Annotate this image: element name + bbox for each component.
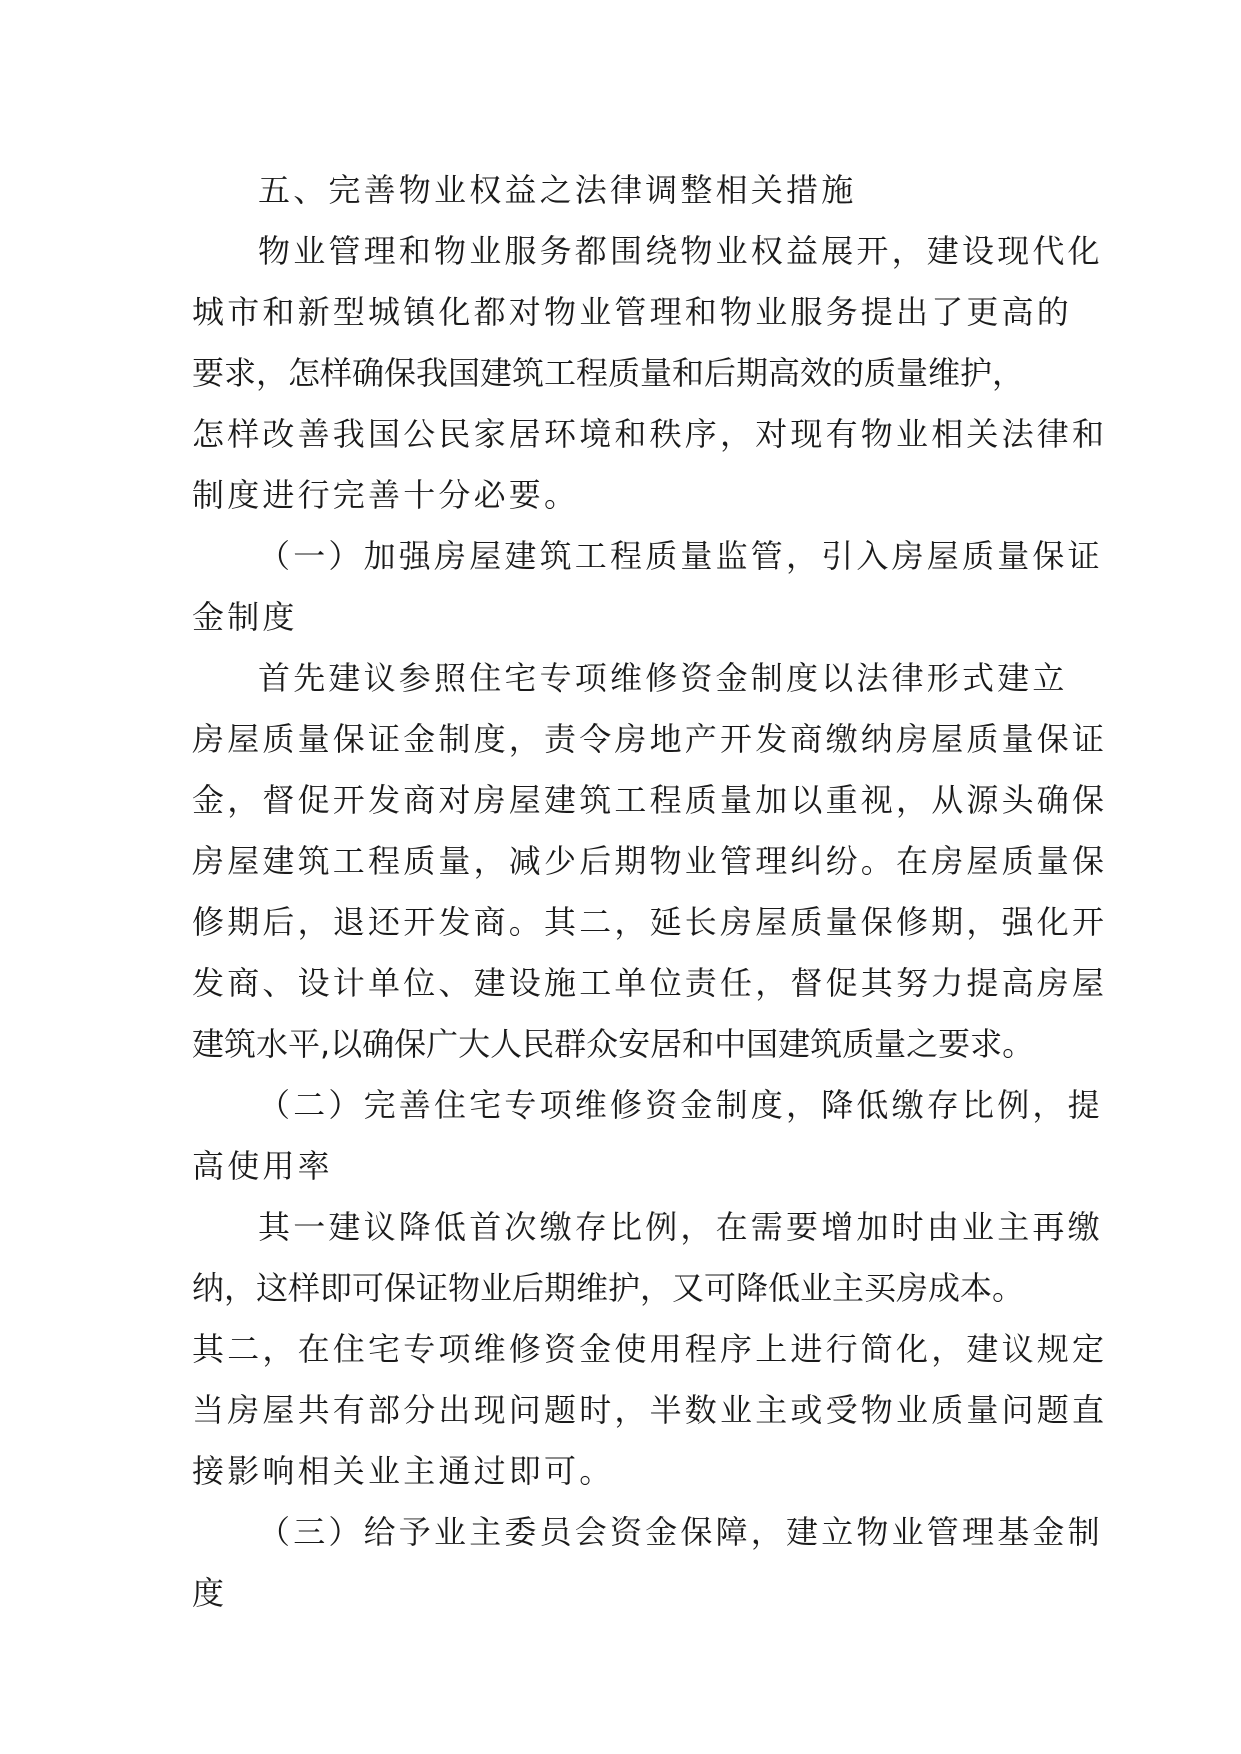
document-body xyxy=(192,160,1108,1624)
subsection-heading: （三）给予业主委员会资金保障，建立物业管理基金制 xyxy=(258,1513,1103,1551)
paragraph-line: 制度进行完善十分必要。 xyxy=(192,476,580,514)
paragraph-line: 发商、设计单位、建设施工单位责任，督促其努力提高房屋 xyxy=(192,964,1108,1002)
paragraph-line: 怎样改善我国公民家居环境和秩序，对现有物业相关法律和 xyxy=(192,415,1108,453)
paragraph-line: 接影响相关业主通过即可。 xyxy=(192,1452,615,1490)
paragraph-line: 修期后，退还开发商。其二，延长房屋质量保修期，强化开 xyxy=(192,903,1108,941)
subsection-heading: （一）加强房屋建筑工程质量监管，引入房屋质量保证 xyxy=(258,537,1103,575)
subsection-heading: 金制度 xyxy=(192,598,298,636)
paragraph-line: 要求，怎样确保我国建筑工程质量和后期高效的质量维护， xyxy=(192,354,1025,392)
paragraph-line: 其一建议降低首次缴存比例，在需要增加时由业主再缴 xyxy=(258,1208,1103,1246)
paragraph-line: 当房屋共有部分出现问题时，半数业主或受物业质量问题直 xyxy=(192,1391,1108,1429)
paragraph-line: 金，督促开发商对房屋建筑工程质量加以重视，从源头确保 xyxy=(192,781,1108,819)
paragraph-line: 建筑水平,以确保广大人民群众安居和中国建筑质量之要求。 xyxy=(192,1025,1035,1063)
paragraph-line: 城市和新型城镇化都对物业管理和物业服务提出了更高的 xyxy=(192,293,1073,331)
subsection-heading: 度 xyxy=(192,1574,228,1612)
subsection-heading: 高使用率 xyxy=(192,1147,333,1185)
paragraph-line: 首先建议参照住宅专项维修资金制度以法律形式建立 xyxy=(258,659,1068,697)
paragraph-line: 房屋建筑工程质量，减少后期物业管理纠纷。在房屋质量保 xyxy=(192,842,1108,880)
paragraph-line: 房屋质量保证金制度，责令房地产开发商缴纳房屋质量保证 xyxy=(192,720,1108,758)
section-heading: 五、完善物业权益之法律调整相关措施 xyxy=(258,171,857,209)
paragraph-line: 物业管理和物业服务都围绕物业权益展开，建设现代化 xyxy=(258,232,1103,270)
subsection-heading: （二）完善住宅专项维修资金制度，降低缴存比例，提 xyxy=(258,1086,1103,1124)
paragraph-line: 纳，这样即可保证物业后期维护，又可降低业主买房成本。 xyxy=(192,1269,1025,1307)
paragraph-line: 其二，在住宅专项维修资金使用程序上进行简化，建议规定 xyxy=(192,1330,1108,1368)
